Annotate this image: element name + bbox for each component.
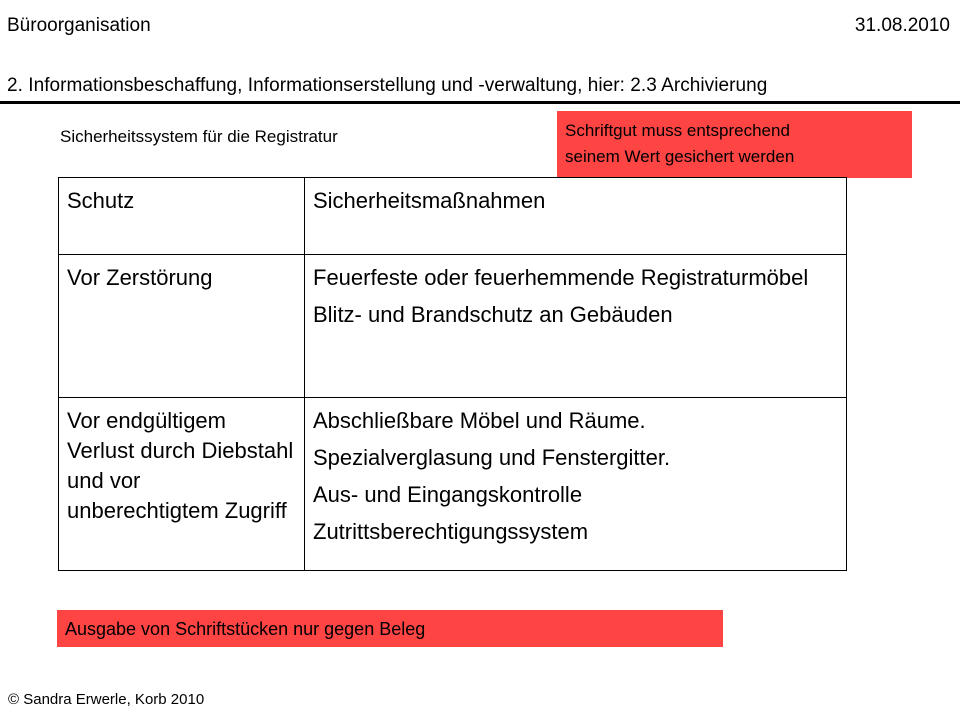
note-document-issue: Ausgabe von Schriftstücken nur gegen Beleg [57,610,723,647]
table-cell [305,255,847,398]
protection-label: Vor endgültigem Verlust durch Diebstahl und vor unberechtigtem Zugriff [67,408,294,523]
header-subject: Büroorganisation [7,15,151,36]
table-cell [59,255,305,398]
table-row [59,255,847,398]
measure-item: Aus- und Eingangskontrolle [313,482,583,507]
header-date: 31.08.2010 [854,15,950,36]
table-header-cell [305,178,847,255]
measure-item: Zutrittsberechtigungssystem [313,519,589,544]
table-header-cell [59,178,305,255]
measure-item: Blitz- und Brandschutz an Gebäuden [313,302,673,327]
page-subtitle: 2. Informationsbeschaffung, Informationserstellung und -verwaltung, hier: 2.3 Archivierung [7,75,768,96]
measure-item: Abschließbare Möbel und Räume. [313,408,646,433]
table-cell [305,398,847,571]
header-measures: Sicherheitsmaßnahmen [313,188,546,213]
table-header-row [59,178,847,255]
header-protection: Schutz [67,188,135,213]
table-cell [59,398,305,571]
title-divider [0,101,960,104]
protection-label: Vor Zerstörung [67,265,213,290]
copyright-notice: © Sandra Erwerle, Korb 2010 [8,691,205,708]
section-heading: Sicherheitssystem für die Registratur [60,127,338,146]
note-value-protection [557,111,912,178]
note-line-1: Schriftgut muss entsprechend [565,121,790,140]
table-row [59,398,847,571]
security-table [58,177,847,571]
measure-item: Spezialverglasung und Fenstergitter. [313,445,671,470]
measure-item: Feuerfeste oder feuerhemmende Registraturmöbel [313,265,809,290]
note-line-2: seinem Wert gesichert werden [565,147,795,166]
